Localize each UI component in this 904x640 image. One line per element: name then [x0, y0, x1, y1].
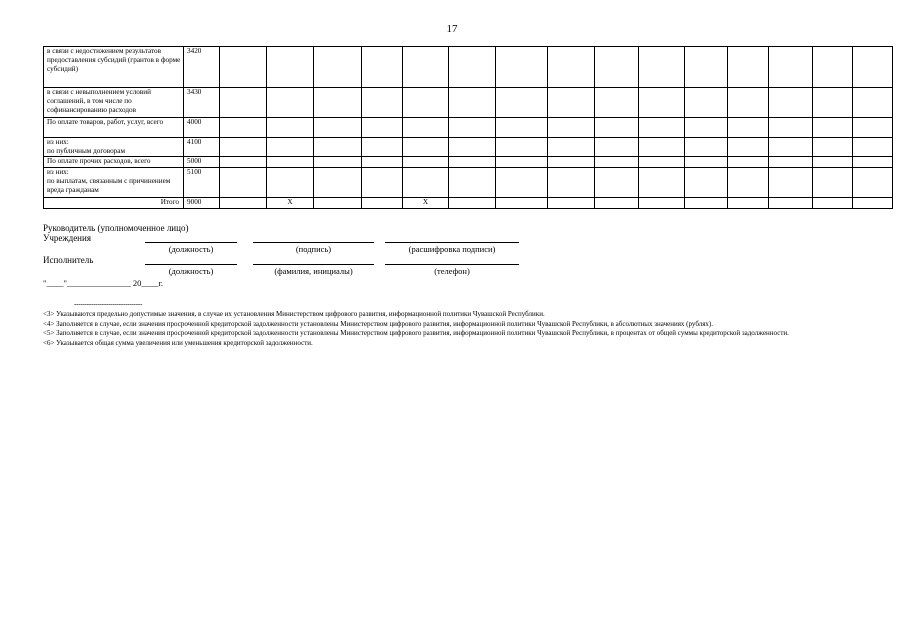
- table-cell: [853, 198, 893, 209]
- table-cell: [595, 168, 639, 198]
- table-cell: [769, 47, 813, 88]
- table-cell: [267, 157, 314, 168]
- footnote-3: <3> Указываются предельно допустимые значения, в случае их установления Министерством цифрового развития, информационной политики Чувашской Республики.: [43, 310, 545, 318]
- table-cell: [813, 198, 853, 209]
- table-cell: [220, 138, 267, 157]
- table-cell: [496, 198, 548, 209]
- table-cell: [853, 118, 893, 138]
- executor-phone-line: [385, 264, 519, 265]
- table-cell: [685, 47, 728, 88]
- table-cell: [362, 47, 403, 88]
- table-cell: [813, 157, 853, 168]
- table-cell: [314, 47, 362, 88]
- footnote-4: <4> Заполняется в случае, если значения просроченной кредиторской задолженности установлены Министерством цифрового развития, информационной политики Чувашской Республики, в абсолютных значениях (рублях).: [43, 319, 714, 328]
- executor-caption-phone: (телефон): [434, 266, 470, 276]
- table-cell: [639, 157, 685, 168]
- table-cell: [728, 88, 769, 118]
- table-cell: [220, 47, 267, 88]
- table-cell: [595, 157, 639, 168]
- table-cell: [639, 198, 685, 209]
- table-cell: [449, 47, 496, 88]
- table-cell: [314, 198, 362, 209]
- table-cell: [449, 118, 496, 138]
- table-cell: [813, 168, 853, 198]
- table-cell: [314, 157, 362, 168]
- head-caption-position: (должность): [168, 244, 214, 254]
- head-signature-line: [253, 242, 374, 243]
- table-cell: [362, 168, 403, 198]
- row-code: 5000: [184, 157, 220, 168]
- footnote-6: <6> Указывается общая сумма увеличения или уменьшения кредиторской задолженности.: [43, 338, 313, 347]
- table-cell: X: [403, 198, 449, 209]
- table-cell: [728, 168, 769, 198]
- table-cell: [403, 118, 449, 138]
- table-cell: [685, 118, 728, 138]
- head-decoding-line: [385, 242, 519, 243]
- table-cell: [813, 118, 853, 138]
- table-cell: [685, 157, 728, 168]
- date-line: "____"_______________ 20____г.: [43, 278, 163, 288]
- table-cell: [595, 47, 639, 88]
- table-cell: [548, 198, 595, 209]
- table-cell: [267, 168, 314, 198]
- row-code: 3420: [184, 47, 220, 88]
- table-cell: [449, 138, 496, 157]
- table-cell: [548, 168, 595, 198]
- table-cell: [403, 47, 449, 88]
- table-cell: [220, 118, 267, 138]
- table-cell: [853, 88, 893, 118]
- row-label: По оплате товаров, работ, услуг, всего: [44, 118, 184, 138]
- table-row: [44, 138, 893, 157]
- institution-label: Учреждения: [43, 233, 91, 243]
- table-cell: [548, 118, 595, 138]
- table-cell: [639, 118, 685, 138]
- row-label: Итого: [44, 198, 184, 209]
- table-cell: [769, 157, 813, 168]
- table-cell: [267, 47, 314, 88]
- table-cell: [853, 157, 893, 168]
- table-cell: [813, 138, 853, 157]
- table-cell: [685, 198, 728, 209]
- table-cell: [267, 138, 314, 157]
- footnote-5: <5> Заполняется в случае, если значения просроченной кредиторской задолженности установлены Министерством цифрового развития, информационной политики Чувашской Республики, в процентах от общей суммы кредиторской задолженности.: [43, 329, 789, 337]
- table-cell: [595, 88, 639, 118]
- table-cell: [548, 88, 595, 118]
- table-cell: [362, 157, 403, 168]
- table-cell: [314, 168, 362, 198]
- table-cell: [548, 47, 595, 88]
- table-cell: [595, 138, 639, 157]
- table-cell: [362, 118, 403, 138]
- row-code: 4100: [184, 138, 220, 157]
- table-cell: [853, 138, 893, 157]
- table-row: [44, 47, 893, 88]
- row-code: 5100: [184, 168, 220, 198]
- table-row: [44, 198, 893, 209]
- table-cell: [449, 88, 496, 118]
- table-cell: [728, 118, 769, 138]
- table-cell: [403, 157, 449, 168]
- report-table: [43, 46, 893, 209]
- executor-position-line: [145, 264, 237, 265]
- head-caption-signature: (подпись): [295, 244, 332, 254]
- table-row: [44, 118, 893, 138]
- table-cell: [496, 88, 548, 118]
- executor-caption-name: (фамилия, инициалы): [274, 266, 353, 276]
- row-label: в связи с недостижением результатов предоставления субсидий (грантов в форме субсидий): [44, 47, 184, 88]
- executor-label: Исполнитель: [43, 255, 94, 265]
- table-row: [44, 157, 893, 168]
- table-cell: [639, 47, 685, 88]
- table-cell: [813, 47, 853, 88]
- table-row: [44, 88, 893, 118]
- head-position-line: [145, 242, 237, 243]
- table-cell: [548, 157, 595, 168]
- table-cell: [449, 168, 496, 198]
- footnotes: [43, 310, 858, 348]
- table-cell: [685, 88, 728, 118]
- table-cell: [314, 138, 362, 157]
- footnote-separator: --------------------------------: [74, 300, 143, 308]
- table-cell: [267, 88, 314, 118]
- table-cell: X: [267, 198, 314, 209]
- table-cell: [639, 168, 685, 198]
- table-cell: [362, 88, 403, 118]
- table-cell: [639, 88, 685, 118]
- table-cell: [595, 118, 639, 138]
- table-cell: [769, 118, 813, 138]
- table-cell: [267, 118, 314, 138]
- table-cell: [853, 168, 893, 198]
- table-cell: [449, 157, 496, 168]
- table-cell: [362, 198, 403, 209]
- row-label: из них: по публичным договорам: [44, 138, 184, 157]
- table-cell: [639, 138, 685, 157]
- table-cell: [769, 198, 813, 209]
- table-cell: [362, 138, 403, 157]
- table-cell: [220, 157, 267, 168]
- executor-name-line: [253, 264, 374, 265]
- page-number: 17: [446, 23, 458, 35]
- table-cell: [220, 198, 267, 209]
- table-cell: [496, 118, 548, 138]
- table-cell: [403, 168, 449, 198]
- table-cell: [595, 198, 639, 209]
- head-label: Руководитель (уполномоченное лицо): [43, 223, 189, 233]
- table-cell: [314, 118, 362, 138]
- table-cell: [403, 88, 449, 118]
- table-cell: [496, 47, 548, 88]
- table-cell: [769, 168, 813, 198]
- table-cell: [685, 168, 728, 198]
- row-code: 9000: [184, 198, 220, 209]
- executor-caption-position: (должность): [168, 266, 214, 276]
- table-cell: [220, 88, 267, 118]
- row-label: По оплате прочих расходов, всего: [44, 157, 184, 168]
- table-cell: [496, 157, 548, 168]
- table-cell: [728, 198, 769, 209]
- table-cell: [728, 157, 769, 168]
- table-cell: [853, 47, 893, 88]
- row-label: из них: по выплатам, связанным с причинением вреда гражданам: [44, 168, 184, 198]
- table-cell: [496, 168, 548, 198]
- head-caption-decoding: (расшифровка подписи): [408, 244, 496, 254]
- row-code: 4000: [184, 118, 220, 138]
- table-cell: [449, 198, 496, 209]
- table-cell: [685, 138, 728, 157]
- table-cell: [813, 88, 853, 118]
- table-cell: [728, 47, 769, 88]
- table-row: [44, 168, 893, 198]
- row-label: в связи с невыполнением условий соглашений, в том числе по софинансированию расходов: [44, 88, 184, 118]
- table-cell: [769, 138, 813, 157]
- row-code: 3430: [184, 88, 220, 118]
- table-cell: [728, 138, 769, 157]
- table-cell: [769, 88, 813, 118]
- table-cell: [314, 88, 362, 118]
- table-cell: [403, 138, 449, 157]
- table-cell: [496, 138, 548, 157]
- table-cell: [548, 138, 595, 157]
- table-cell: [220, 168, 267, 198]
